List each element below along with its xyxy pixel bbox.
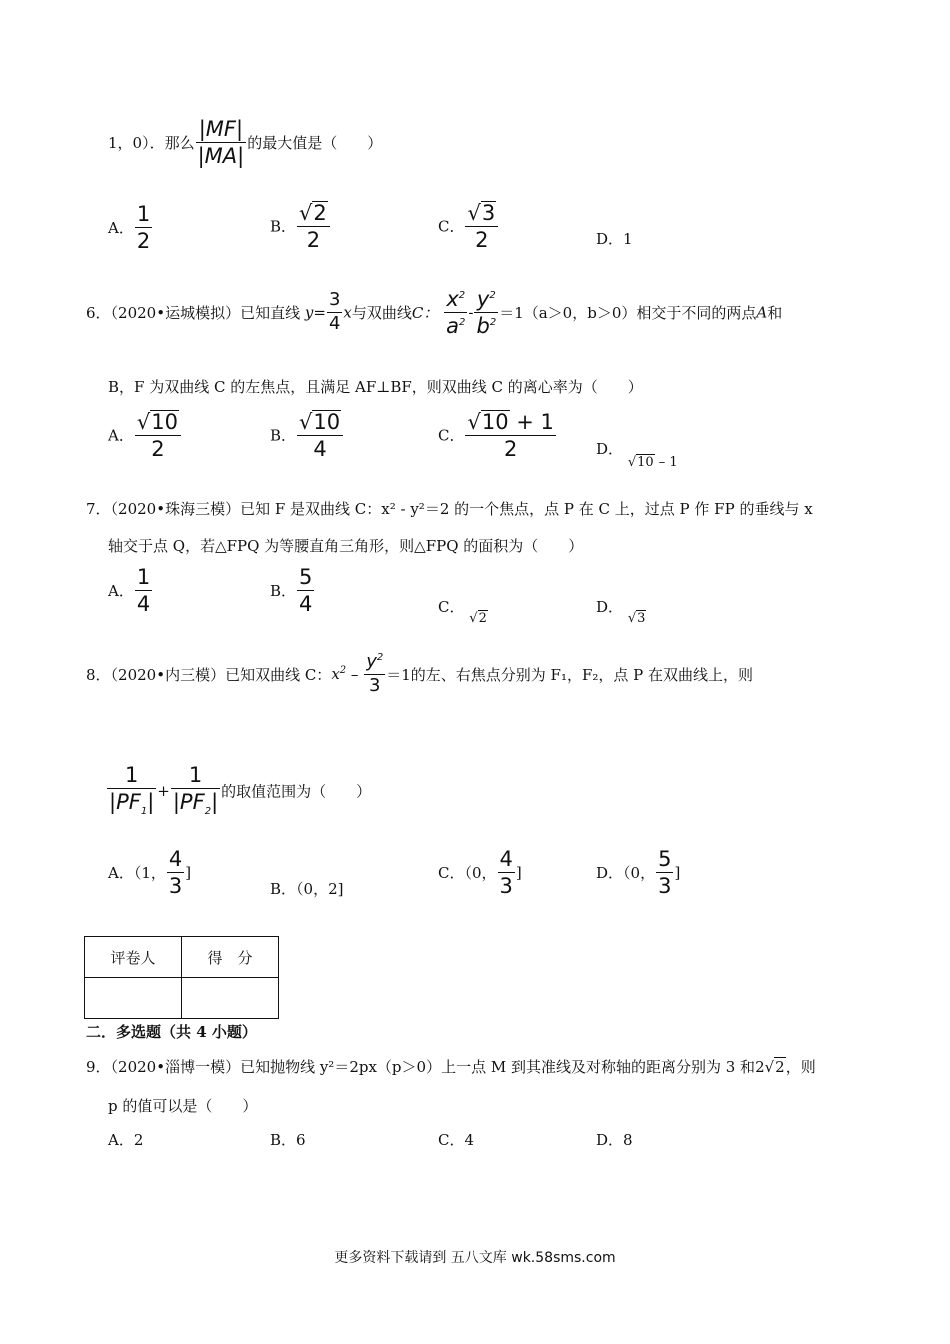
subscript: 1 <box>140 806 148 818</box>
frac-den: 2 <box>475 228 489 253</box>
frac-den: a <box>446 314 460 339</box>
frac-den: 4 <box>328 313 341 335</box>
option-label: D． <box>596 440 624 458</box>
frac-num: 5 <box>297 566 314 591</box>
frac-num: 3 <box>327 291 342 313</box>
sqrt-sign: √3 <box>627 611 646 626</box>
option-label: B． <box>270 426 297 445</box>
option-label: A． <box>108 426 134 445</box>
q9-option-c[interactable] <box>438 1129 474 1150</box>
q6-condition: （a＞0，b＞0）相交于不同的两点 <box>523 304 757 323</box>
frac-den: 2 <box>136 229 151 254</box>
sqrt-sign: √2 <box>469 611 487 626</box>
interval-open: （0， <box>623 864 656 883</box>
frac-num: 4 <box>167 848 184 873</box>
q6-b-fraction <box>297 410 343 460</box>
point-a: A <box>756 303 768 322</box>
frac-num: y <box>366 651 377 672</box>
q9-stem-line1 <box>86 1056 816 1077</box>
equals: = <box>313 303 326 322</box>
frac-den: 4 <box>299 592 313 617</box>
q9-stem-line2 <box>108 1095 257 1116</box>
option-label: B． <box>270 1131 297 1149</box>
var-x: $x^2$ <box>331 665 347 684</box>
minus-one: – 1 <box>654 455 678 470</box>
score-cell[interactable] <box>182 978 279 1019</box>
q9-line2-text: p 的值可以是（ ） <box>108 1097 258 1115</box>
plus: + <box>157 781 170 800</box>
option-label: B． <box>270 880 297 898</box>
q7-option-d[interactable] <box>596 596 646 626</box>
frac-num: 4 <box>498 848 515 873</box>
frac-den: 3 <box>368 674 381 696</box>
frac-den: 2 <box>151 437 165 462</box>
score-header: 得 分 <box>182 937 279 978</box>
frac-num: y <box>476 287 490 311</box>
plus-one: + 1 <box>509 410 554 434</box>
q5-option-b[interactable] <box>270 201 331 251</box>
q7-option-c[interactable] <box>438 596 488 626</box>
frac-den: b <box>476 314 490 339</box>
exponent: 2 <box>339 665 347 677</box>
frac-den: 2 <box>504 437 518 462</box>
option-label: C． <box>438 598 465 616</box>
option-label: D． <box>596 864 624 883</box>
sqrt-sign: √3 <box>467 201 496 225</box>
abs-bar: | <box>211 790 219 815</box>
option-label: D． <box>596 230 624 248</box>
q6-text: 与双曲线 <box>351 304 412 323</box>
interval-open: （1， <box>133 864 166 883</box>
interval-open: （0， <box>464 864 497 883</box>
radicand: 10 <box>313 410 341 434</box>
footer-text: 更多资料下载请到 五八文库 wk.58sms.com <box>334 1250 616 1266</box>
q6-option-b[interactable] <box>270 410 344 460</box>
sqrt-sign: √10 <box>467 410 509 434</box>
frac-num: 1 <box>107 764 156 789</box>
equals-one: ＝1 <box>499 304 524 323</box>
radicand: 10 <box>481 410 509 434</box>
frac-den: 4 <box>313 437 327 462</box>
q6-text: 已知直线 <box>240 304 301 323</box>
option-label: A． <box>108 582 134 601</box>
q5-stem <box>108 118 382 167</box>
sqrt-sign: √10 <box>299 410 341 434</box>
q6-a-fraction <box>135 410 181 460</box>
q8-prefix: 8．（2020•内三模）已知双曲线 C： <box>86 665 332 684</box>
exponent: 2 <box>458 290 466 301</box>
grader-header: 评卷人 <box>85 937 182 978</box>
sqrt-sign: √2 <box>764 1058 785 1076</box>
option-label: D． <box>596 598 624 616</box>
q7-a-fraction <box>135 566 152 615</box>
frac-num: x <box>446 287 459 311</box>
q8-stem-line1 <box>86 653 753 696</box>
q5-option-a[interactable] <box>108 203 153 252</box>
section-title <box>86 1021 257 1042</box>
option-label: C． <box>438 864 465 883</box>
grader-cell[interactable] <box>85 978 182 1019</box>
q5-fraction <box>196 118 247 167</box>
option-label: A． <box>108 1131 134 1149</box>
q8-option-a[interactable] <box>108 848 191 897</box>
option-text: 1 <box>623 230 633 248</box>
option-text: （0，2] <box>296 880 344 898</box>
q5-a-fraction <box>135 203 152 252</box>
option-label: B． <box>270 582 297 601</box>
var-x: x <box>343 303 352 322</box>
option-label: D． <box>596 1131 624 1149</box>
q6-slope <box>327 291 342 334</box>
q5-prefix: 1，0）．那么 <box>108 134 195 153</box>
q6-line2-text: B，F 为双曲线 C 的左焦点，且满足 AF⊥BF，则双曲线 C 的离心率为（ ） <box>108 378 643 396</box>
radicand: 10 <box>637 455 654 470</box>
q6-c-fraction <box>465 410 555 460</box>
q7-b-fraction <box>297 566 314 615</box>
exponent: 2 <box>459 317 466 329</box>
radicand: 2 <box>478 611 487 626</box>
frac-den: 3 <box>499 874 513 899</box>
frac-den: 3 <box>658 874 672 899</box>
q7-line2-text: 轴交于点 Q，若△FPQ 为等腰直角三角形，则△FPQ 的面积为（ ） <box>108 537 584 555</box>
frac-den: 4 <box>136 592 151 617</box>
frac-den: 2 <box>306 228 321 253</box>
q8-a-fraction <box>167 848 184 897</box>
minus: – <box>346 665 364 684</box>
interval-close: ] <box>515 863 522 882</box>
q9-line1-text: 9．（2020•淄博一模）已知抛物线 y²＝2px（p＞0）上一点 M 到其准线及对称轴的距离分别为 3 和 <box>86 1058 756 1076</box>
exponent: 2 <box>489 317 497 329</box>
q6-text: 和 <box>767 304 783 323</box>
frac-den: 3 <box>168 874 183 899</box>
equals-one: ＝1 <box>386 665 411 684</box>
subscript: 2 <box>204 806 212 818</box>
interval-close: ] <box>185 863 192 882</box>
option-text: 6 <box>296 1131 306 1149</box>
q8-stem-line2 <box>106 764 371 818</box>
q7-option-a[interactable] <box>108 566 153 615</box>
option-text: 4 <box>464 1131 475 1149</box>
q6-source: （2020•运城模拟） <box>110 304 241 323</box>
q9-line1-end: ，则 <box>785 1058 816 1076</box>
option-label: C． <box>438 1131 465 1149</box>
sqrt-sign: √2 <box>299 201 327 225</box>
q8-option-c[interactable] <box>438 848 522 897</box>
q6-number: 6． <box>86 304 111 323</box>
q5-c-fraction <box>465 201 498 251</box>
q6-stem-line2 <box>108 376 643 397</box>
radicand: 2 <box>313 201 327 225</box>
option-label: B． <box>270 217 297 236</box>
frac-den: |PF <box>172 790 205 815</box>
q8-fraction <box>364 653 385 696</box>
frac-num: 5 <box>656 848 673 873</box>
radicand: 3 <box>637 611 646 626</box>
minus: - <box>468 303 474 322</box>
q6-d-expression <box>628 455 678 470</box>
coefficient: 2 <box>755 1058 765 1076</box>
sqrt-sign: √10 <box>136 410 178 434</box>
frac-den: |PF <box>109 790 141 815</box>
q6-stem-line1 <box>86 288 782 337</box>
frac-num: 1 <box>135 203 152 228</box>
radicand: 2 <box>775 1058 785 1076</box>
option-label: A． <box>108 219 134 238</box>
q5-option-c[interactable] <box>438 201 499 251</box>
q5-b-fraction <box>297 201 330 251</box>
frac-num: 1 <box>171 764 220 789</box>
q5-frac-den: |MA| <box>197 144 245 169</box>
radicand: 10 <box>151 410 178 434</box>
frac-num: 1 <box>135 566 152 591</box>
abs-bar: | <box>147 790 155 815</box>
q6-option-c[interactable] <box>438 410 557 460</box>
q6-option-a[interactable] <box>108 410 182 460</box>
q7-stem-line1 <box>86 498 813 519</box>
exponent: 2 <box>376 652 384 663</box>
option-text: 8 <box>623 1131 633 1149</box>
page-footer <box>0 1247 950 1267</box>
q6-hyperbola-term1 <box>444 288 467 337</box>
q5-frac-num: |MF| <box>196 118 247 143</box>
option-label: A． <box>108 864 134 883</box>
interval-close: ] <box>674 863 681 882</box>
q5-option-d[interactable] <box>596 228 633 249</box>
grader-table <box>84 936 279 1019</box>
radicand: 3 <box>481 201 496 225</box>
option-label: C． <box>438 217 465 236</box>
q7-stem-line2 <box>108 535 583 556</box>
q8-tail: 的取值范围为（ ） <box>221 782 372 801</box>
q6-option-d[interactable] <box>596 438 678 470</box>
curve-name: C： <box>411 304 439 323</box>
q6-hyperbola-term2 <box>474 288 498 337</box>
q5-suffix: 的最大值是（ ） <box>247 134 383 153</box>
q7-option-b[interactable] <box>270 566 315 615</box>
q9-option-d[interactable] <box>596 1129 633 1150</box>
sqrt-sign: √10 <box>627 455 654 470</box>
q7-line1-text: 7．（2020•珠海三模）已知 F 是双曲线 C：x² - y²＝2 的一个焦点，点 P 在 C 上，过点 P 作 FP 的垂线与 x <box>86 500 813 518</box>
q8-reciprocal-2 <box>171 764 220 818</box>
option-text: 2 <box>133 1131 144 1149</box>
q9-option-a[interactable] <box>108 1129 143 1150</box>
option-label: C． <box>438 426 465 445</box>
q8-d-fraction <box>656 848 673 897</box>
section-title-text: 二．多选题（共 4 小题） <box>86 1023 257 1041</box>
q8-suffix: 的左、右焦点分别为 F₁，F₂，点 P 在双曲线上，则 <box>410 665 754 684</box>
q8-c-fraction <box>498 848 515 897</box>
q8-reciprocal-1 <box>107 764 156 818</box>
q9-option-b[interactable] <box>270 1129 306 1150</box>
q8-option-d[interactable] <box>596 848 680 897</box>
q8-option-b[interactable] <box>270 878 343 899</box>
exponent: 2 <box>489 290 496 301</box>
var-y: y <box>304 303 314 322</box>
